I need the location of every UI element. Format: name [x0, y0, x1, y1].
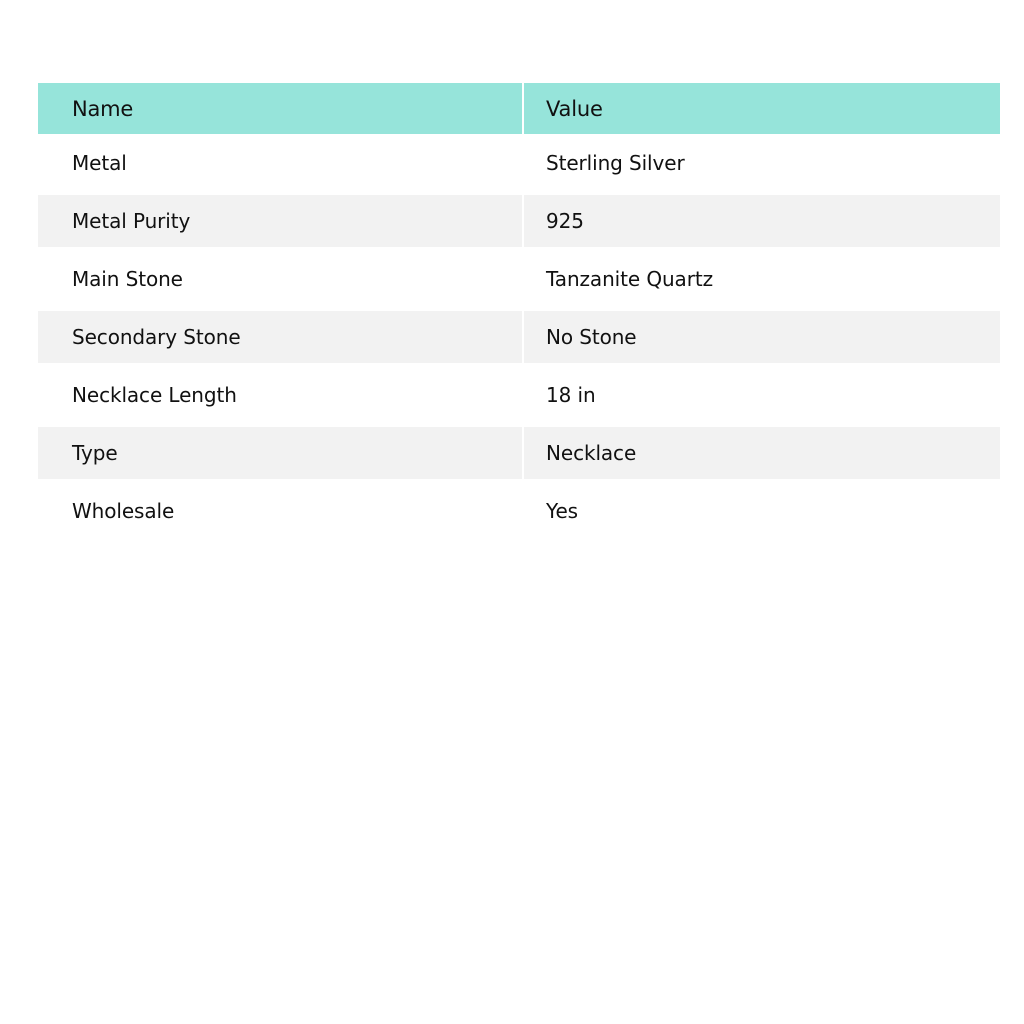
row-value-cell: No Stone: [523, 308, 1000, 366]
row-name-cell: Secondary Stone: [38, 308, 523, 366]
row-value-cell: Necklace: [523, 424, 1000, 482]
table-row: [38, 192, 1000, 250]
row-value-cell: 925: [523, 192, 1000, 250]
row-name-cell: Metal Purity: [38, 192, 523, 250]
row-name-cell: Necklace Length: [38, 366, 523, 424]
row-value-cell: 18 in: [523, 366, 1000, 424]
table-row: [38, 250, 1000, 308]
row-value-cell: Yes: [523, 482, 1000, 540]
column-header-name: Name: [38, 83, 523, 134]
spec-table-container: [38, 83, 1000, 540]
table-row: [38, 366, 1000, 424]
spec-table: [38, 83, 1000, 540]
row-name-cell: Type: [38, 424, 523, 482]
row-value-cell: Sterling Silver: [523, 134, 1000, 192]
row-name-cell: Metal: [38, 134, 523, 192]
row-name-cell: Wholesale: [38, 482, 523, 540]
table-row: [38, 308, 1000, 366]
row-name-cell: Main Stone: [38, 250, 523, 308]
table-row: [38, 424, 1000, 482]
row-value-cell: Tanzanite Quartz: [523, 250, 1000, 308]
table-header-row: [38, 83, 1000, 134]
table-row: [38, 482, 1000, 540]
column-header-value: Value: [523, 83, 1000, 134]
table-row: [38, 134, 1000, 192]
